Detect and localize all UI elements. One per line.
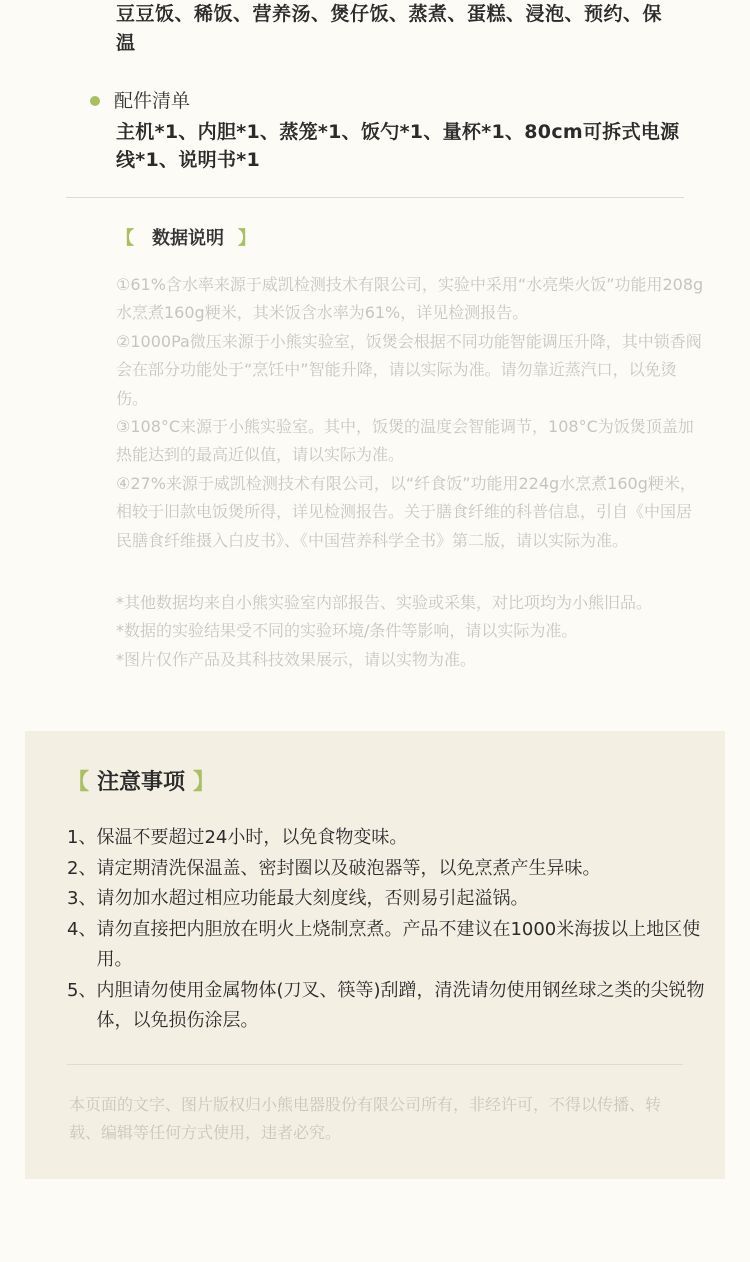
notice-item-number: 2、 bbox=[67, 857, 97, 879]
notice-heading bbox=[67, 765, 215, 796]
notice-panel bbox=[25, 731, 725, 1179]
notice-list bbox=[67, 823, 707, 1037]
notice-item bbox=[67, 884, 707, 915]
accessories-title: 配件清单 bbox=[114, 90, 191, 112]
data-note: *图片仅作产品及其科技效果展示，请以实物为准。 bbox=[116, 649, 477, 669]
data-item: ①61%含水率来源于威凯检测技术有限公司，实验中采用“水亮柴火饭”功能用208g水烹煮160g粳米，其米饭含水率为61%，详见检测报告。 bbox=[116, 275, 704, 323]
notice-item bbox=[67, 823, 707, 854]
notice-title: 注意事项 bbox=[97, 770, 186, 795]
notice-item bbox=[67, 976, 707, 1037]
data-note: *数据的实验结果受不同的实验环境/条件等影响，请以实际为准。 bbox=[116, 621, 578, 641]
notice-item-text: 请定期清洗保温盖、密封圈以及破泡器等，以免烹煮产生异味。 bbox=[96, 857, 601, 879]
accessories-heading bbox=[90, 88, 190, 114]
bracket-close: 】 bbox=[193, 770, 216, 795]
data-explanation-list bbox=[116, 271, 706, 555]
notice-item-text: 请勿直接把内胆放在明火上烧制烹煮。产品不建议在1000米海拔以上地区使用。 bbox=[96, 918, 701, 970]
bracket-close: 】 bbox=[238, 228, 256, 249]
data-section-heading bbox=[116, 224, 256, 250]
section-divider bbox=[66, 197, 684, 198]
notice-item-number: 1、 bbox=[67, 827, 97, 848]
data-item: ④27%来源于威凯检测技术有限公司，以“纤食饭”功能用224g水烹煮160g粳米，相较于旧款电饭煲所得，详见检测报告。关于膳食纤维的科普信息，引自《中国居民膳食纤维摄入白皮书》、《中国营养科学全书》第二版，请以实际为准。 bbox=[116, 473, 696, 550]
notice-item-text: 保温不要超过24小时，以免食物变味。 bbox=[96, 827, 408, 848]
notice-divider bbox=[67, 1064, 683, 1065]
notice-item-text: 内胆请勿使用金属物体(刀叉、筷等)刮蹭，清洗请勿使用钢丝球之类的尖锐物体，以免损伤涂层。 bbox=[96, 979, 705, 1031]
data-item: ②1000Pa微压来源于小熊实验室，饭煲会根据不同功能智能调压升降，其中锁香阀会在部分功能处于“烹饪中”智能升降，请以实际为准。请勿靠近蒸汽口，以免烫伤。 bbox=[116, 331, 702, 408]
data-item: ③108°C来源于小熊实验室。其中，饭煲的温度会智能调节，108°C为饭煲顶盖加热能达到的最高近似值，请以实际为准。 bbox=[116, 417, 694, 465]
data-section-title: 数据说明 bbox=[152, 228, 224, 249]
notice-item-number: 4、 bbox=[67, 918, 97, 940]
functions-list-text: 豆豆饭、稀饭、营养汤、煲仔饭、蒸煮、蛋糕、浸泡、预约、保温 bbox=[116, 3, 663, 54]
notice-item-text: 请勿加水超过相应功能最大刻度线，否则易引起溢锅。 bbox=[96, 888, 529, 909]
notice-item-number: 3、 bbox=[67, 888, 97, 909]
notice-item bbox=[67, 854, 707, 885]
bullet-dot-icon bbox=[90, 96, 100, 106]
bracket-open: 【 bbox=[116, 228, 134, 249]
data-notes-list bbox=[116, 589, 706, 674]
notice-item-number: 5、 bbox=[67, 979, 97, 1001]
bracket-open: 【 bbox=[67, 770, 90, 795]
copyright-text: 本页面的文字、图片版权归小熊电器股份有限公司所有，非经许可，不得以传播、转载、编辑等任何方式使用，违者必究。 bbox=[69, 1095, 662, 1142]
notice-item bbox=[67, 915, 707, 976]
data-note: *其他数据均来自小熊实验室内部报告、实验或采集，对比项均为小熊旧品。 bbox=[116, 593, 653, 612]
accessories-content: 主机*1、内胆*1、蒸笼*1、饭勺*1、量杯*1、80cm可拆式电源线*1、说明书*1 bbox=[116, 121, 680, 171]
